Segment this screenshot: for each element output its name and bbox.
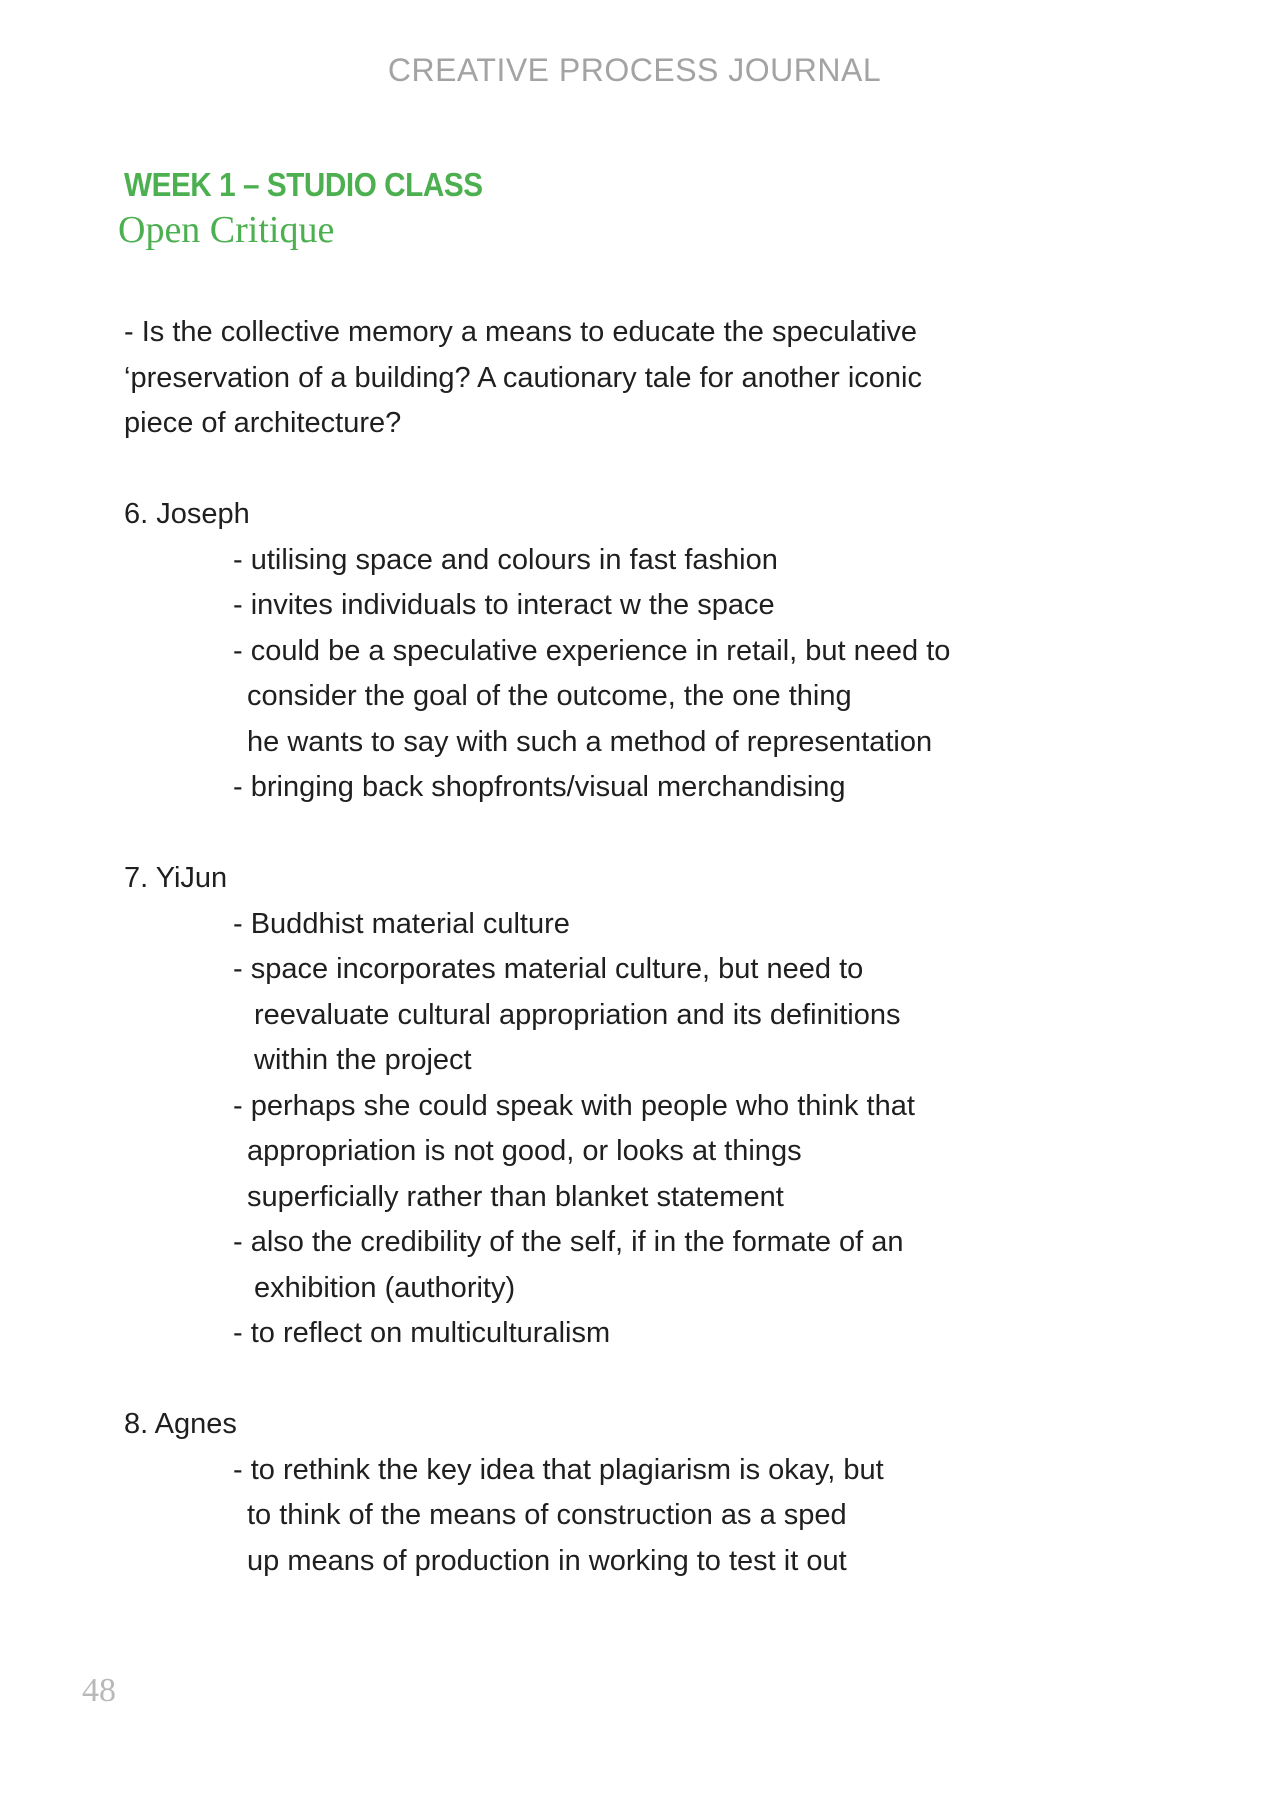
entry-note-continuation: exhibition (authority) (254, 1271, 516, 1304)
entry-note-continuation: reevaluate cultural appropriation and its definitions (254, 998, 901, 1031)
intro-line: piece of architecture? (124, 407, 402, 439)
entry-note: - space incorporates material culture, but need to (233, 953, 864, 985)
entry-title-agnes: 8. Agnes (124, 1408, 237, 1440)
entry-note: - also the credibility of the self, if in the formate of an (233, 1226, 904, 1258)
week-heading: WEEK 1 – STUDIO CLASS (124, 166, 483, 203)
entry-note-continuation: superficially rather than blanket statement (247, 1180, 784, 1213)
entry-note: - perhaps she could speak with people who think that (233, 1089, 915, 1122)
entry-title-yijun: 7. YiJun (124, 862, 228, 894)
entry-note: - utilising space and colours in fast fashion (233, 543, 778, 576)
spacer (124, 447, 1184, 493)
entry-note: - Buddhist material culture (233, 907, 570, 940)
entry-note-continuation: consider the goal of the outcome, the one thing (247, 680, 852, 712)
intro-line: ‘preservation of a building? A cautionary tale for another iconic (124, 361, 922, 394)
entry-title-joseph: 6. Joseph (124, 498, 250, 530)
entry-note: - invites individuals to interact w the space (233, 589, 775, 621)
entry-note-continuation: to think of the means of construction as a sped (247, 1499, 847, 1531)
spacer (124, 1357, 1184, 1403)
entry-note-continuation: he wants to say with such a method of representation (247, 725, 933, 758)
running-header: CREATIVE PROCESS JOURNAL (387, 52, 882, 88)
spacer (124, 811, 1184, 857)
entry-note: - to rethink the key idea that plagiarism is okay, but (233, 1453, 884, 1486)
entry-note: - to reflect on multiculturalism (233, 1317, 611, 1349)
entry-note-continuation: within the project (254, 1044, 472, 1076)
section-subtitle: Open Critique (118, 209, 335, 251)
journal-notes (124, 310, 1184, 1584)
entry-note: - could be a speculative experience in retail, but need to (233, 634, 951, 667)
entry-note-continuation: up means of production in working to test it out (247, 1544, 847, 1577)
intro-line: - Is the collective memory a means to educate the speculative (124, 316, 918, 348)
page-number: 48 (82, 1672, 116, 1709)
entry-note: - bringing back shopfronts/visual merchandising (233, 771, 846, 803)
entry-note-continuation: appropriation is not good, or looks at things (247, 1135, 802, 1167)
